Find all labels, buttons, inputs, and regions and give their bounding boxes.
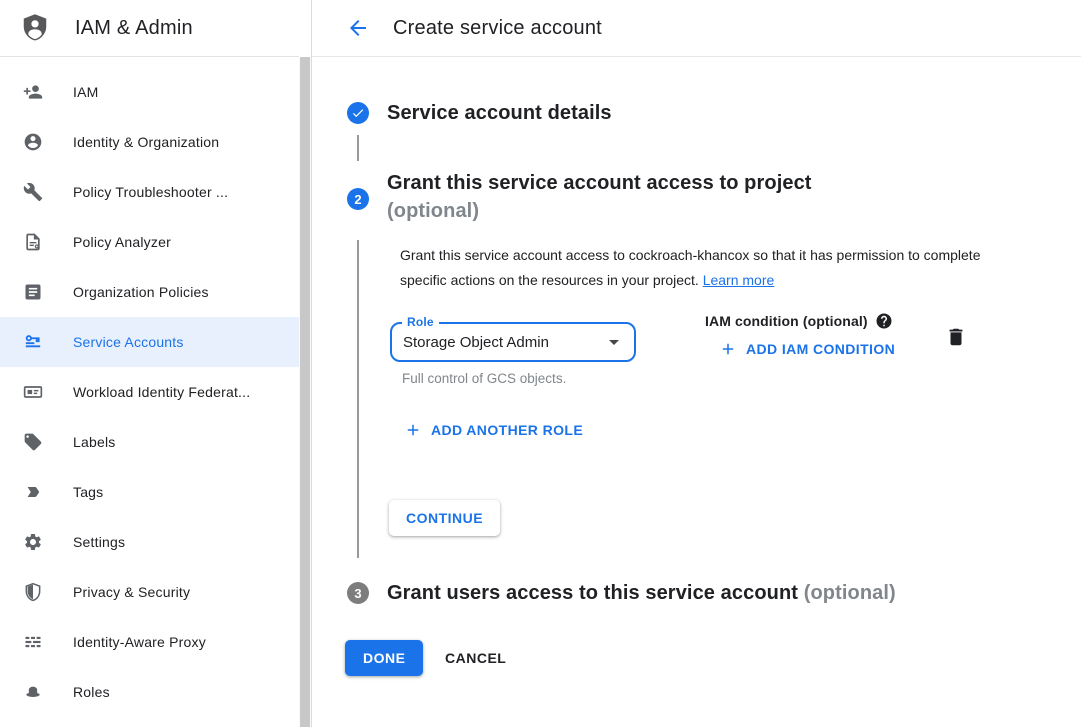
step2-description bbox=[400, 243, 1000, 293]
sidebar-item-settings[interactable] bbox=[0, 517, 299, 567]
person-add-icon bbox=[21, 80, 45, 104]
sidebar-item-policy-troubleshooter[interactable] bbox=[0, 167, 299, 217]
sidebar-scrollbar-track bbox=[299, 57, 311, 727]
label-important-icon bbox=[21, 480, 45, 504]
step2-number: 2 bbox=[354, 191, 362, 207]
service-account-key-icon bbox=[21, 330, 45, 354]
cancel-button[interactable]: CANCEL bbox=[433, 640, 518, 676]
iam-shield-icon bbox=[20, 13, 50, 43]
account-circle-icon bbox=[21, 130, 45, 154]
product-title: IAM & Admin bbox=[75, 16, 193, 39]
sidebar-item-labels[interactable] bbox=[0, 417, 299, 467]
step3-optional-label: (optional) bbox=[803, 582, 896, 604]
role-select[interactable] bbox=[390, 315, 636, 362]
plus-icon bbox=[719, 340, 737, 358]
article-icon bbox=[21, 280, 45, 304]
sidebar-item-identity-aware-proxy[interactable] bbox=[0, 617, 299, 667]
stream-grid-icon bbox=[21, 630, 45, 654]
step1-indicator bbox=[347, 102, 369, 124]
sidebar-item-label: Policy Analyzer bbox=[73, 234, 171, 250]
add-iam-condition-button[interactable] bbox=[719, 340, 895, 358]
done-button[interactable]: DONE bbox=[345, 640, 423, 676]
role-selected-value: Storage Object Admin bbox=[403, 333, 549, 351]
sidebar-item-roles[interactable] bbox=[0, 667, 299, 717]
main-header bbox=[312, 0, 1081, 57]
label-tag-icon bbox=[21, 430, 45, 454]
sidebar-item-label: Service Accounts bbox=[73, 334, 184, 350]
sidebar-item-label: Identity-Aware Proxy bbox=[73, 634, 206, 650]
role-field-label: Role bbox=[402, 315, 439, 330]
sidebar-item-label: Labels bbox=[73, 434, 116, 450]
step-connector bbox=[357, 135, 359, 161]
sidebar-item-iam[interactable] bbox=[0, 67, 299, 117]
learn-more-link[interactable]: Learn more bbox=[702, 272, 775, 288]
sidebar-item-organization-policies[interactable] bbox=[0, 267, 299, 317]
sidebar-item-label: Roles bbox=[73, 684, 110, 700]
sidebar-item-label: Settings bbox=[73, 534, 126, 550]
step3-heading bbox=[387, 581, 896, 605]
sidebar-item-label: Organization Policies bbox=[73, 284, 209, 300]
back-arrow-icon[interactable] bbox=[346, 16, 370, 40]
continue-button[interactable]: CONTINUE bbox=[389, 500, 500, 536]
page-title: Create service account bbox=[393, 16, 602, 39]
check-icon bbox=[351, 106, 365, 120]
id-card-icon bbox=[21, 380, 45, 404]
step2-description-text: Grant this service account access to cockroach-khancox so that it has permission to complete specific actions on the resources in your project. bbox=[400, 247, 981, 288]
sidebar-item-label: Privacy & Security bbox=[73, 584, 191, 600]
step2-heading bbox=[387, 169, 812, 225]
dropdown-arrow-icon bbox=[602, 330, 626, 354]
sidebar-item-privacy-security[interactable] bbox=[0, 567, 299, 617]
plus-icon bbox=[404, 421, 422, 439]
step1-title[interactable]: Service account details bbox=[387, 102, 612, 124]
add-another-role-button[interactable] bbox=[404, 421, 583, 439]
sidebar-nav bbox=[0, 57, 299, 717]
sidebar-item-label: Tags bbox=[73, 484, 104, 500]
step-connector bbox=[357, 240, 359, 558]
delete-icon[interactable] bbox=[945, 325, 969, 349]
sidebar-item-label: IAM bbox=[73, 84, 99, 100]
add-another-role-label: ADD ANOTHER ROLE bbox=[431, 422, 584, 438]
policy-analyzer-icon bbox=[21, 230, 45, 254]
sidebar-scrollbar-thumb[interactable] bbox=[300, 57, 310, 727]
step3-title: Grant users access to this service account bbox=[387, 582, 799, 604]
gear-icon bbox=[21, 530, 45, 554]
step3-number: 3 bbox=[354, 585, 362, 601]
role-helper-text: Full control of GCS objects. bbox=[402, 371, 567, 386]
sidebar-item-label: Workload Identity Federat... bbox=[73, 384, 251, 400]
sidebar-item-policy-analyzer[interactable] bbox=[0, 217, 299, 267]
step2-indicator bbox=[347, 188, 369, 210]
add-iam-condition-label: ADD IAM CONDITION bbox=[746, 341, 896, 357]
sidebar-item-label: Identity & Organization bbox=[73, 134, 220, 150]
step2-optional-label: (optional) bbox=[387, 200, 480, 222]
sidebar-item-service-accounts[interactable] bbox=[0, 317, 299, 367]
sidebar bbox=[0, 0, 299, 727]
shield-half-icon bbox=[21, 580, 45, 604]
main-panel bbox=[312, 0, 1081, 727]
step3-indicator bbox=[347, 582, 369, 604]
help-icon[interactable] bbox=[875, 312, 893, 330]
sidebar-item-label: Policy Troubleshooter ... bbox=[73, 184, 229, 200]
sidebar-header bbox=[0, 0, 299, 57]
sidebar-item-workload-identity-federation[interactable] bbox=[0, 367, 299, 417]
iam-condition-header bbox=[705, 312, 893, 330]
iam-condition-label: IAM condition (optional) bbox=[705, 313, 868, 329]
hat-icon bbox=[21, 680, 45, 704]
create-service-account-form bbox=[312, 57, 1081, 727]
sidebar-item-tags[interactable] bbox=[0, 467, 299, 517]
step2-title: Grant this service account access to project bbox=[387, 172, 812, 194]
wrench-icon bbox=[21, 180, 45, 204]
sidebar-item-identity-organization[interactable] bbox=[0, 117, 299, 167]
